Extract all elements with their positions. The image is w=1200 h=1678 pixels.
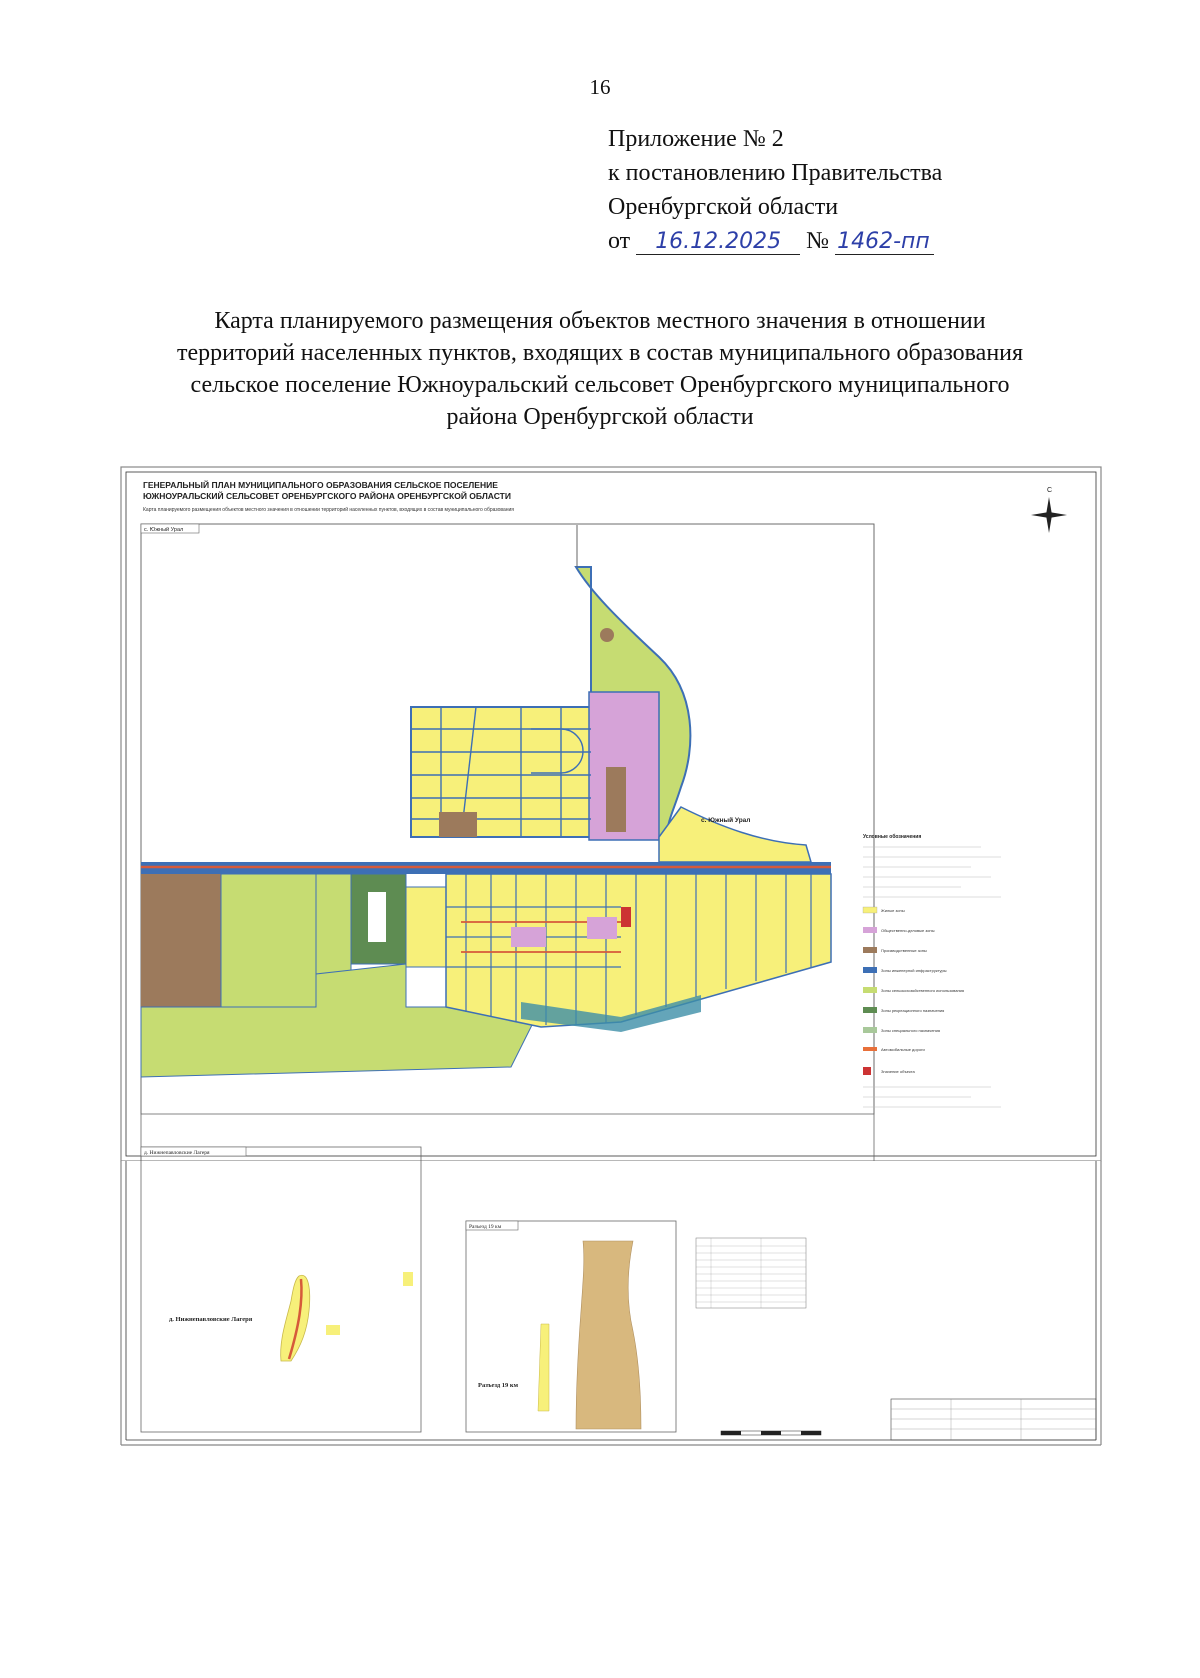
scale-bar-seg-2 (761, 1431, 781, 1435)
legend-label-7: Зоны специального назначения (881, 1028, 941, 1033)
inset-2-settlement-label: Разъезд 19 км (478, 1382, 519, 1389)
scale-bar-seg-1 (721, 1431, 741, 1435)
legend-swatch-2 (863, 927, 877, 933)
appendix-block (608, 122, 942, 258)
map-sheet (121, 467, 1101, 1161)
appendix-line-3: Оренбургской области (608, 194, 839, 220)
public-zone-south-2 (587, 917, 617, 939)
main-settlement-label: с. Южный Урал (701, 817, 751, 824)
legend-swatch-7 (863, 1027, 877, 1033)
legend-label-3: Производственные зоны (881, 948, 927, 953)
legend-swatch-5 (863, 987, 877, 993)
north-small-production (606, 767, 626, 832)
map-sheet-lower (121, 1150, 1101, 1445)
planned-object-marker (621, 907, 631, 927)
inset-1-patch-1 (403, 1272, 413, 1286)
legend-label-5: Зоны сельскохозяйственного использования (881, 988, 965, 993)
document-title (100, 305, 1100, 433)
inset-1-settlement-label: д. Нижнепавловские Лагеря (169, 1316, 253, 1323)
west-residential-patch (406, 887, 446, 967)
north-label: С (1047, 487, 1053, 494)
west-production-field (141, 874, 221, 1007)
legend-swatch-8 (863, 1047, 877, 1051)
document-title-line-1: Карта планируемого размещения объектов местного значения в отношении (214, 308, 986, 334)
north-residential-block (411, 707, 591, 837)
sheet-subheader: Карта планируемого размещения объектов местного значения в отношении территорий населенных пунктов, входящих в состав муниципального образования (143, 507, 514, 513)
legend-swatch-9 (863, 1067, 871, 1075)
document-title-line-3: сельское поселение Южноуральский сельсовет Оренбургского муниципального (190, 372, 1010, 398)
inset-1-frame-label: д. Нижнепавловские Лагеря (144, 1150, 210, 1156)
main-frame-label: с. Южный Урал (144, 527, 184, 533)
handwritten-date: 16.12.2025 (636, 230, 800, 255)
map-sheet-lower-svg (121, 1150, 1101, 1445)
legend-label-2: Общественно-деловые зоны (881, 928, 935, 933)
scale-bar (721, 1431, 821, 1435)
sheet-header-line-2: ЮЖНОУРАЛЬСКИЙ СЕЛЬСОВЕТ ОРЕНБУРГСКОГО РАЙОНА ОРЕНБУРГСКОЙ ОБЛАСТИ (143, 491, 511, 501)
legend-swatch-6 (863, 1007, 877, 1013)
public-zone-south-1 (511, 927, 546, 947)
legend-swatch-3 (863, 947, 877, 953)
appendix-line-2: к постановлению Правительства (608, 160, 943, 186)
inset-1-patch-2 (326, 1325, 340, 1335)
inset-2-frame-label: Разъезд 19 км (469, 1224, 502, 1230)
legend-label-1: Жилые зоны (881, 908, 905, 913)
date-prefix: от (608, 228, 631, 254)
legend-swatch-4 (863, 967, 877, 973)
appendix-line-4 (608, 224, 942, 258)
document-title-line-4: района Оренбургской области (446, 404, 754, 430)
legend-title: Условные обозначения (863, 834, 922, 840)
document-title-line-2: территорий населенных пунктов, входящих в состав муниципального образования (176, 340, 1024, 366)
page-number: 16 (589, 75, 611, 99)
legend-label-4: Зоны инженерной инфраструктуры (881, 968, 947, 973)
legend-label-6: Зоны рекреационного назначения (881, 1008, 945, 1013)
recreation-clearing (368, 892, 386, 942)
map-sheet-svg (121, 467, 1101, 1161)
legend-label-9: Значение объекта (881, 1069, 915, 1074)
appendix-line-1: Приложение № 2 (608, 126, 784, 152)
number-prefix: № (806, 228, 830, 254)
legend-label-8: Автомобильные дороги (881, 1047, 925, 1052)
north-production-block (439, 812, 477, 837)
legend-swatch-1 (863, 907, 877, 913)
scale-bar-seg-3 (801, 1431, 821, 1435)
west-agricultural-field-2 (316, 874, 351, 974)
sheet-header-line-1: ГЕНЕРАЛЬНЫЙ ПЛАН МУНИЦИПАЛЬНОГО ОБРАЗОВАНИЯ СЕЛЬСКОЕ ПОСЕЛЕНИЕ (143, 480, 498, 490)
north-production-site (600, 628, 614, 642)
handwritten-number: 1462-пп (835, 230, 934, 255)
west-agricultural-field-1 (221, 874, 316, 1007)
